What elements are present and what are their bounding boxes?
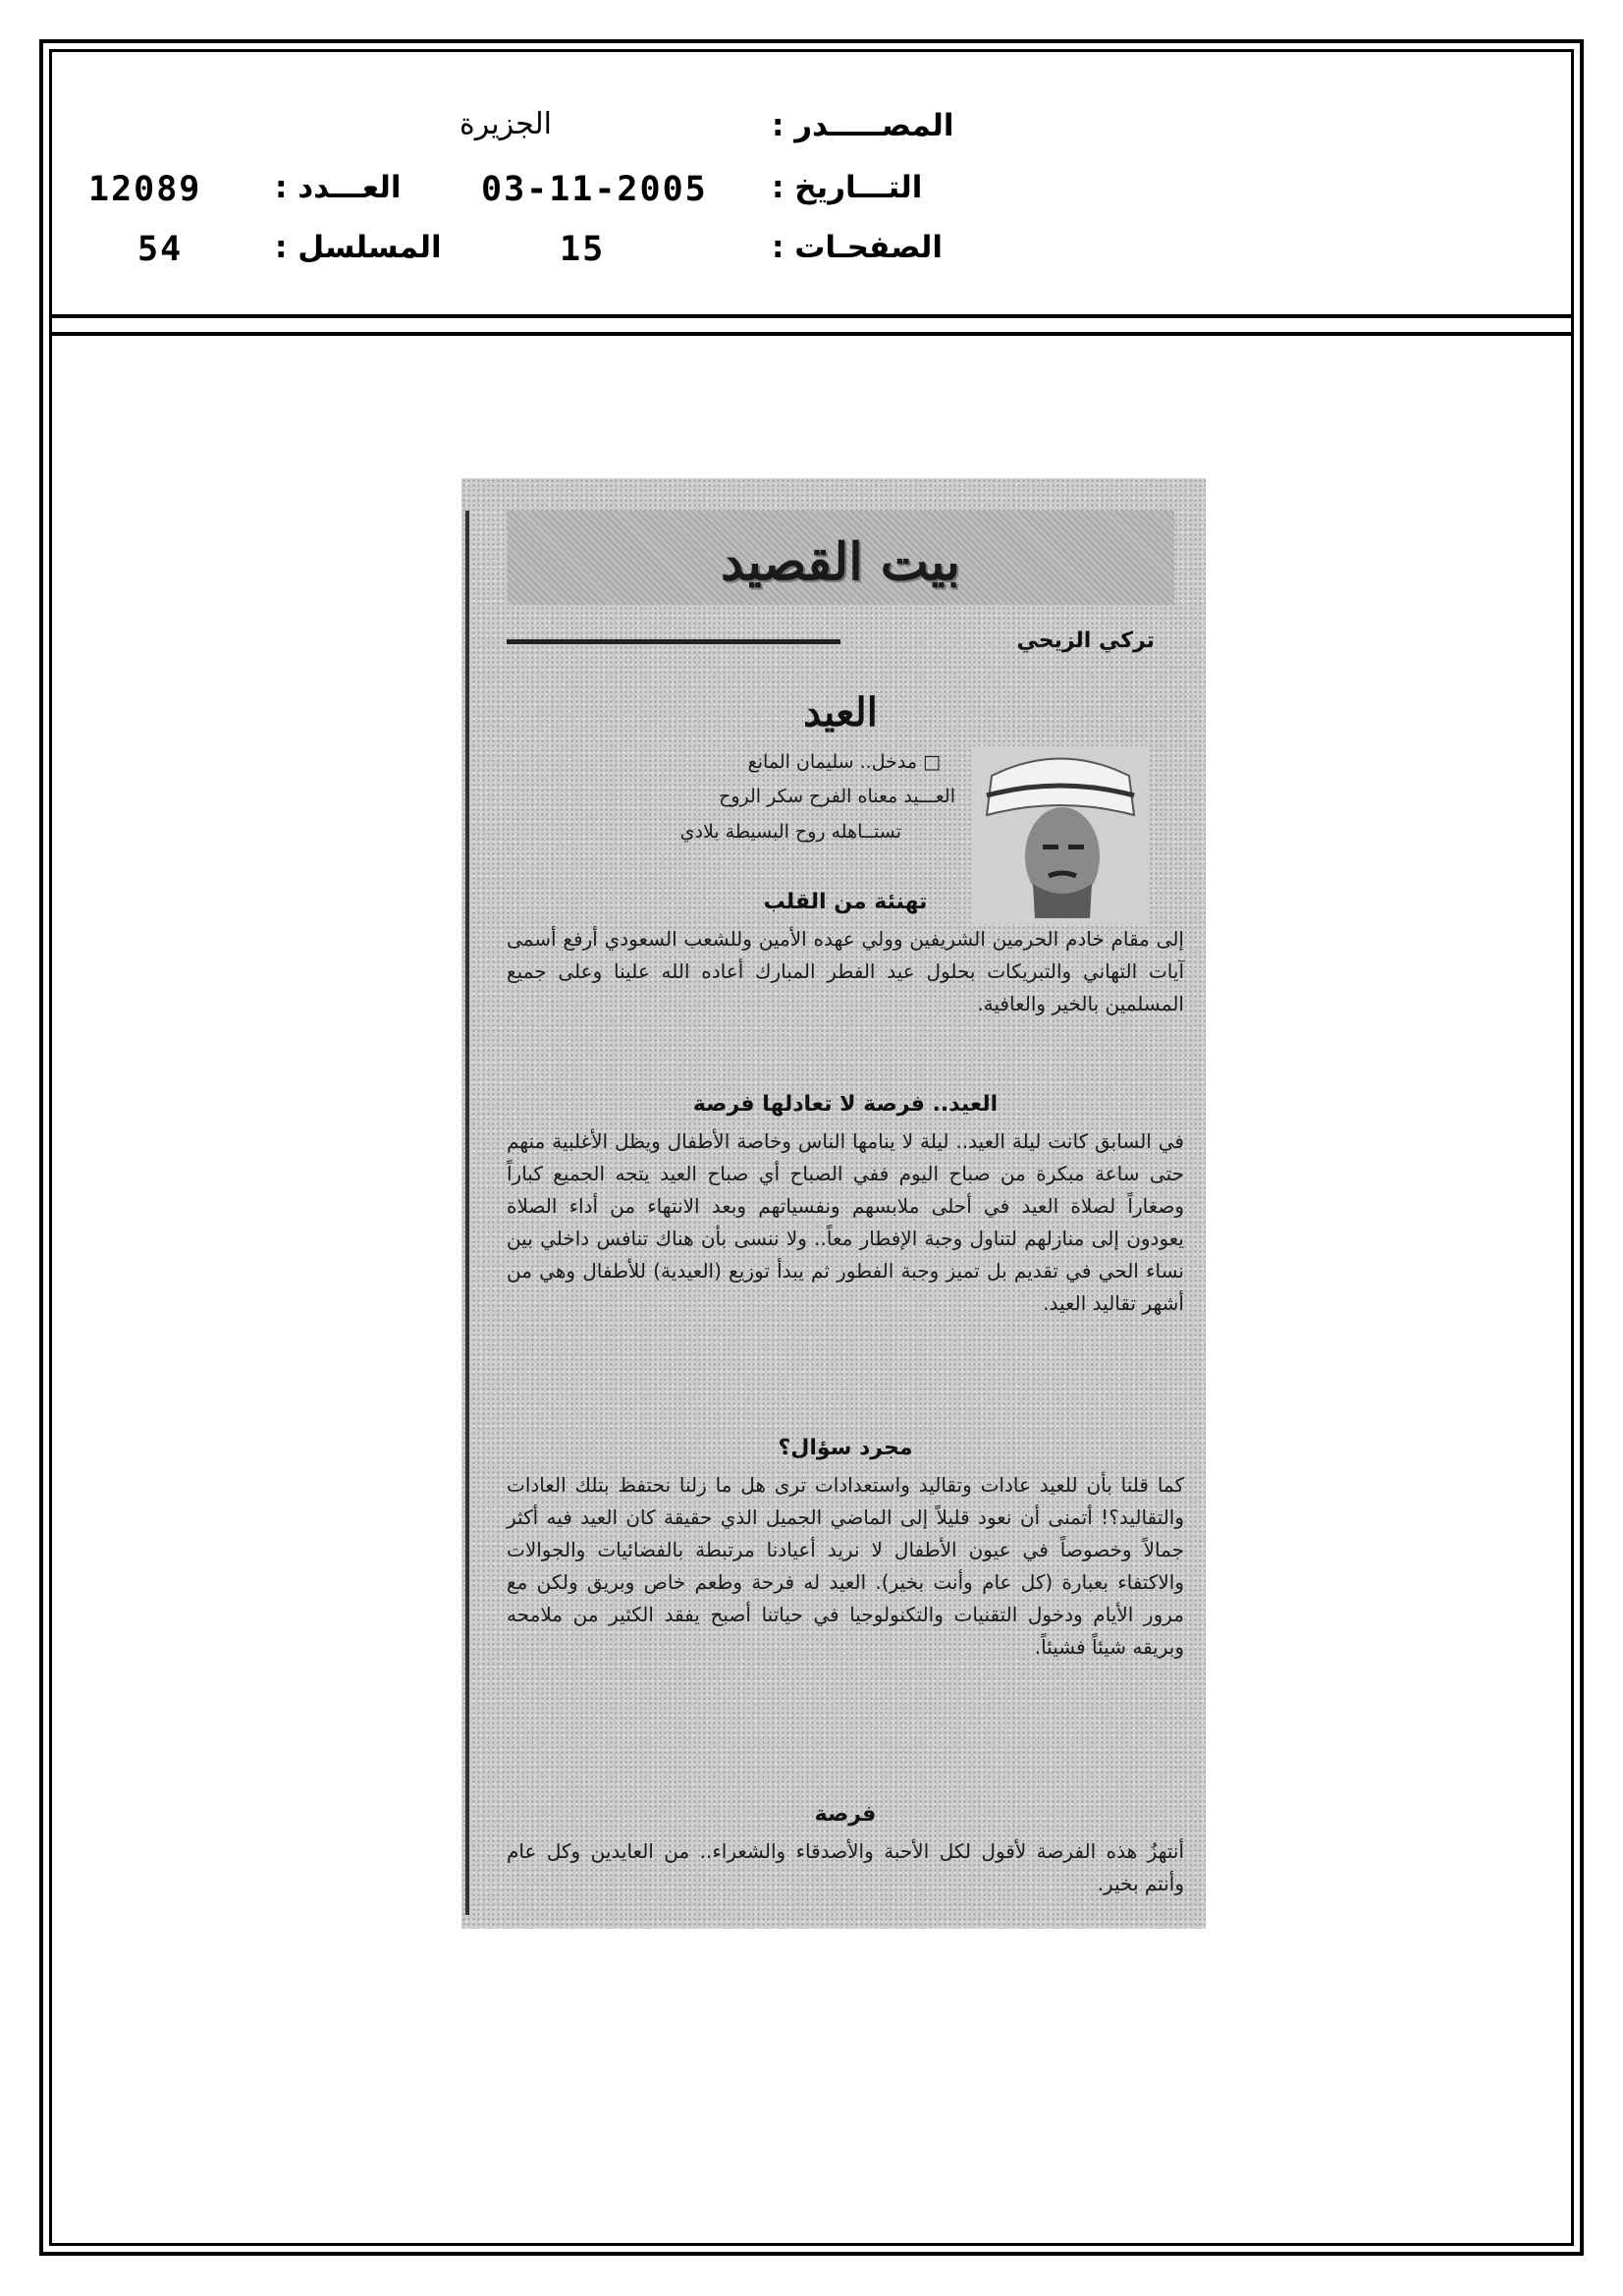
poem-line-2: تستــاهله روح البسيطة بلادي	[679, 821, 901, 843]
section-paragraph: كما قلنا بأن للعيد عادات وتقاليد واستعدادات ترى هل ما زلنا نحتفظ بتلك العادات والتقاليد؟! أتمنى أن نعود قليلاً إلى الماضي الجميل الذي حقيقة كان العيد فيه أكثر جمالاً وخصوصاً في عيون الأطفال لا نريد أعيادنا مرتبطة بالفضائيات والجوالات والاكتفاء بعبارة (كل عام وأنت بخير). العيد له فرحة وطعم خاص وبريق ولكن مع مرور الأيام ودخول التقنيات والتكنولوجيا في حياتنا أصبح يفقد الكثير من ملامحه وبريقه شيئاً فشيئاً.	[507, 1473, 1184, 1659]
section-paragraph: إلى مقام خادم الحرمين الشريفين وولي عهده الأمين وللشعب السعودي أرفع أسمى آيات التهاني والتبريكات بحلول عيد الفطر المبارك أعاده الله علينا وعلى جميع المسلمين بالخير والعافية.	[507, 927, 1184, 1015]
source-label: المصـــــدر :	[772, 108, 954, 143]
pages-label: الصفحـات :	[772, 230, 944, 265]
masthead-title: بيت القصيد	[720, 532, 960, 592]
serial-value: 54	[137, 230, 184, 269]
header-divider	[49, 314, 1574, 318]
section-heading: مجرد سؤال؟	[778, 1436, 913, 1460]
section-paragraph: في السابق كانت ليلة العيد.. ليلة لا ينامها الناس وخاصة الأطفال ويظل الأغلبية منهم حتى ساعة مبكرة من صباح اليوم ففي الصباح أي صباح العيد يتجه الجميع كباراً وصغاراً لصلاة العيد في أحلى ملابسهم ونفسياتهم وبعد الانتهاء من أداء الصلاة يعودون إلى منازلهم لتناول وجبة الإفطار معاً.. ولا ننسى بأن هناك تنافس داخلي بين نساء الحي في تقديم بل تميز وجبة الفطور ثم يبدأ توزيع (العيدية) للأطفال وهي من أشهر تقاليد العيد.	[507, 1129, 1184, 1315]
article-title: العيد	[803, 689, 878, 736]
byline-rule	[507, 639, 840, 644]
byline	[507, 629, 1174, 654]
pages-value: 15	[560, 230, 606, 269]
poem-line-1: العـــيد معناه الفرح سكر الروح	[719, 786, 955, 807]
poem-intro: □ مدخل.. سليمان المانع	[747, 751, 941, 773]
source-value: الجزيرة	[460, 107, 553, 141]
clipping-column-rule	[465, 511, 469, 1915]
issue-value: 12089	[88, 170, 202, 209]
column-masthead	[507, 511, 1174, 605]
section-heading: فرصة	[814, 1802, 877, 1827]
section-paragraph: أنتهزُ هذه الفرصة لأقول لكل الأحبة والأصدقاء والشعراء.. من العايدين وكل عام وأنتم بخير.	[507, 1839, 1184, 1895]
serial-label: المسلسل :	[275, 230, 442, 265]
header-divider-second	[49, 332, 1574, 336]
date-value: 03-11-2005	[481, 170, 708, 209]
issue-label: العـــدد :	[275, 170, 402, 205]
date-label: التـــاريخ :	[772, 170, 923, 205]
section-heading: العيد.. فرصة لا تعادلها فرصة	[692, 1092, 999, 1117]
author-name: تركي الزيحي	[1016, 629, 1155, 653]
section-heading: تهنئة من القلب	[763, 890, 928, 914]
